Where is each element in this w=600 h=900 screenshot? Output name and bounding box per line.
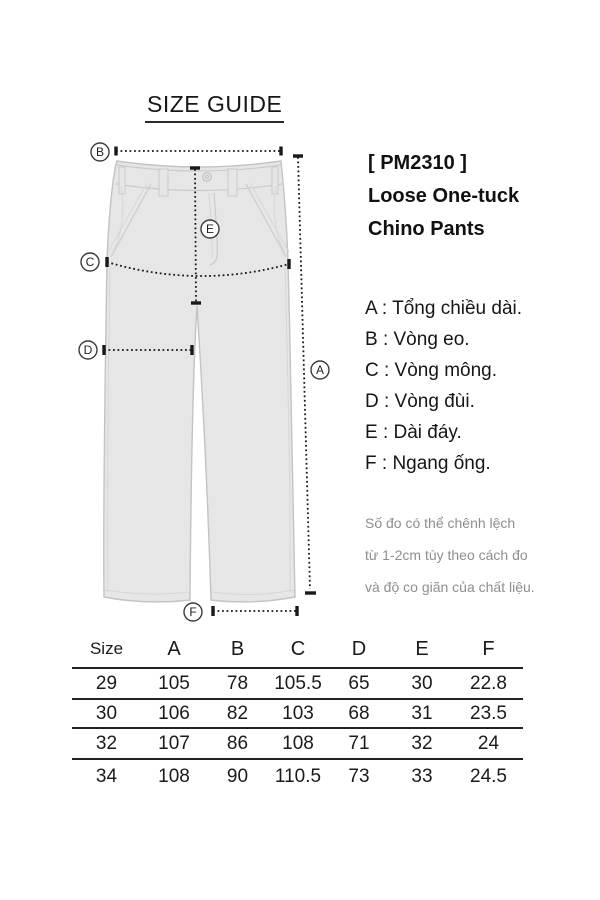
cell-d: 68 — [348, 702, 370, 724]
cell-e: 32 — [411, 732, 433, 754]
col-header-a: A — [167, 637, 181, 660]
table-row — [72, 729, 523, 760]
cell-f: 22.8 — [470, 672, 507, 694]
cell-a: 106 — [158, 702, 190, 724]
legend-item-f: F : Ngang ống. — [365, 453, 491, 474]
legend-item-a: A : Tổng chiều dài. — [365, 298, 523, 319]
size-table-header — [72, 631, 523, 669]
cell-f: 24.5 — [470, 766, 507, 787]
cell-f: 24 — [477, 732, 500, 754]
label-b: B — [95, 145, 105, 159]
cell-d: 71 — [348, 732, 370, 754]
cell-c: 105.5 — [274, 672, 322, 694]
cell-size: 29 — [95, 672, 118, 694]
cell-a: 108 — [158, 766, 190, 787]
measure-line-a — [298, 157, 310, 589]
cell-c: 110.5 — [274, 766, 322, 787]
cell-e: 31 — [411, 702, 433, 724]
cell-b: 86 — [226, 732, 249, 754]
col-header-d: D — [351, 637, 367, 660]
cell-d: 73 — [348, 766, 370, 787]
col-header-b: B — [230, 637, 245, 660]
product-name-line1: Loose One-tuck — [368, 185, 520, 207]
cell-f: 23.5 — [470, 702, 507, 724]
label-d: D — [83, 343, 93, 357]
waist-button — [203, 173, 211, 181]
label-c: C — [85, 255, 95, 269]
note-line: từ 1-2cm tùy theo cách đo — [365, 547, 528, 563]
legend-item-c: C : Vòng mông. — [365, 360, 498, 381]
cell-a: 105 — [158, 672, 190, 694]
cell-b: 82 — [226, 702, 249, 724]
product-name-line2: Chino Pants — [368, 218, 485, 240]
pants-silhouette — [104, 161, 295, 602]
col-header-e: E — [415, 637, 429, 660]
product-code: [ PM2310 ] — [368, 152, 467, 174]
note-line: Số đo có thể chênh lệch — [365, 515, 516, 531]
note-line: và độ co giãn của chất liệu. — [365, 579, 535, 595]
legend-item-e: E : Dài đáy. — [365, 422, 462, 443]
table-row — [72, 669, 523, 700]
measurement-note — [365, 507, 535, 603]
cell-size: 34 — [95, 766, 118, 787]
cell-c: 108 — [282, 732, 314, 754]
label-e: E — [205, 222, 215, 236]
col-header-f: F — [482, 637, 495, 660]
page-title: SIZE GUIDE — [145, 91, 284, 123]
legend-item-d: D : Vòng đùi. — [365, 391, 475, 412]
cell-e: 33 — [411, 766, 433, 787]
cell-b: 90 — [226, 766, 249, 787]
table-row — [72, 700, 523, 729]
label-f: F — [189, 605, 197, 619]
cell-c: 103 — [282, 702, 314, 724]
cell-e: 30 — [411, 672, 433, 694]
col-header-size: Size — [89, 639, 124, 658]
size-table — [72, 631, 523, 794]
legend-item-b: B : Vòng eo. — [365, 329, 470, 350]
product-info — [368, 147, 519, 246]
col-header-c: C — [290, 637, 306, 660]
pants-drawing — [104, 161, 295, 602]
measurement-legend — [365, 293, 522, 479]
cell-a: 107 — [158, 732, 190, 754]
label-a: A — [315, 363, 325, 377]
cell-b: 78 — [226, 672, 249, 694]
table-row — [72, 760, 523, 794]
cell-d: 65 — [348, 672, 370, 694]
cell-size: 30 — [95, 702, 118, 724]
cell-size: 32 — [95, 732, 118, 754]
